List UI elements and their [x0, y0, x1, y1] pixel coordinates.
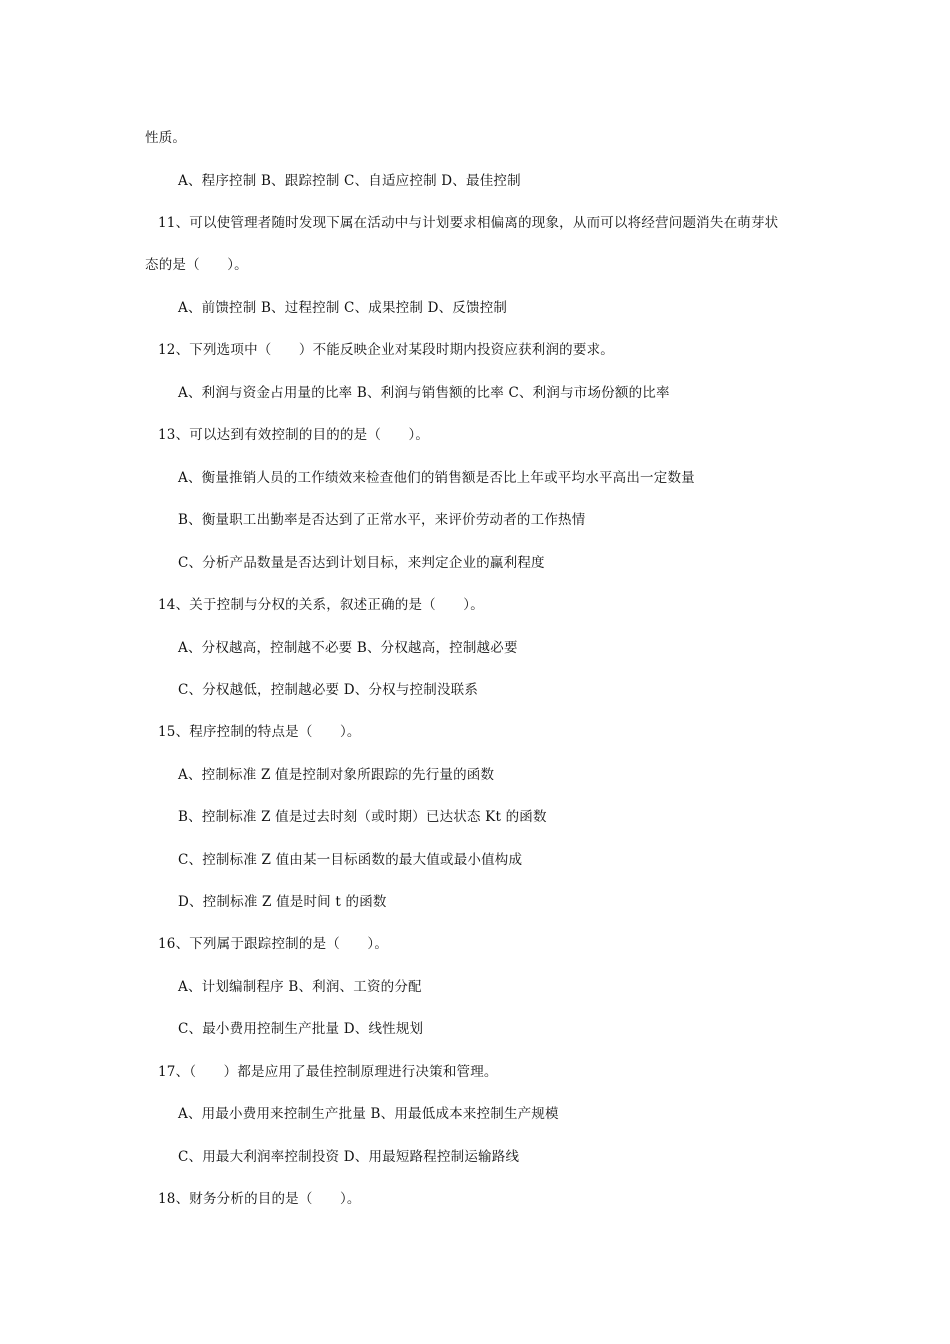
question-line: 14、关于控制与分权的关系，叙述正确的是（ ）。 [158, 597, 484, 613]
option-line: A、衡量推销人员的工作绩效来检查他们的销售额是否比上年或平均水平高出一定数量 [178, 470, 695, 486]
question-line: 11、可以使管理者随时发现下属在活动中与计划要求相偏离的现象，从而可以将经营问题消失在萌芽状 [158, 215, 779, 231]
option-line: C、分权越低，控制越必要 D、分权与控制没联系 [178, 682, 479, 698]
option-line: A、前馈控制 B、过程控制 C、成果控制 D、反馈控制 [178, 300, 508, 316]
option-line: A、用最小费用来控制生产批量 B、用最低成本来控制生产规模 [178, 1106, 559, 1122]
text-line: 态的是（ ）。 [145, 257, 248, 273]
option-line: A、控制标准 Z 值是控制对象所跟踪的先行量的函数 [178, 767, 495, 783]
option-line: C、最小费用控制生产批量 D、线性规划 [178, 1021, 424, 1037]
option-line: B、衡量职工出勤率是否达到了正常水平，来评价劳动者的工作热情 [178, 512, 586, 528]
question-line: 18、财务分析的目的是（ ）。 [158, 1191, 361, 1207]
text-line: 性质。 [145, 130, 187, 146]
option-line: A、计划编制程序 B、利润、工资的分配 [178, 979, 422, 995]
question-line: 16、下列属于跟踪控制的是（ ）。 [158, 936, 389, 952]
option-line: A、分权越高，控制越不必要 B、分权越高，控制越必要 [178, 640, 518, 656]
question-line: 13、可以达到有效控制的目的的是（ ）。 [158, 427, 430, 443]
option-line: C、控制标准 Z 值由某一目标函数的最大值或最小值构成 [178, 852, 523, 868]
option-line: D、控制标准 Z 值是时间 t 的函数 [178, 894, 387, 910]
option-line: C、用最大利润率控制投资 D、用最短路程控制运输路线 [178, 1149, 520, 1165]
option-line: C、分析产品数量是否达到计划目标，来判定企业的赢利程度 [178, 555, 545, 571]
question-line: 15、程序控制的特点是（ ）。 [158, 724, 361, 740]
option-line: A、利润与资金占用量的比率 B、利润与销售额的比率 C、利润与市场份额的比率 [178, 385, 670, 401]
question-line: 12、下列选项中（ ）不能反映企业对某段时期内投资应获利润的要求。 [158, 342, 614, 358]
question-line: 17、（ ）都是应用了最佳控制原理进行决策和管理。 [158, 1064, 498, 1080]
option-line: A、程序控制 B、跟踪控制 C、自适应控制 D、最佳控制 [178, 173, 521, 189]
option-line: B、控制标准 Z 值是过去时刻（或时期）已达状态 Kt 的函数 [178, 809, 547, 825]
